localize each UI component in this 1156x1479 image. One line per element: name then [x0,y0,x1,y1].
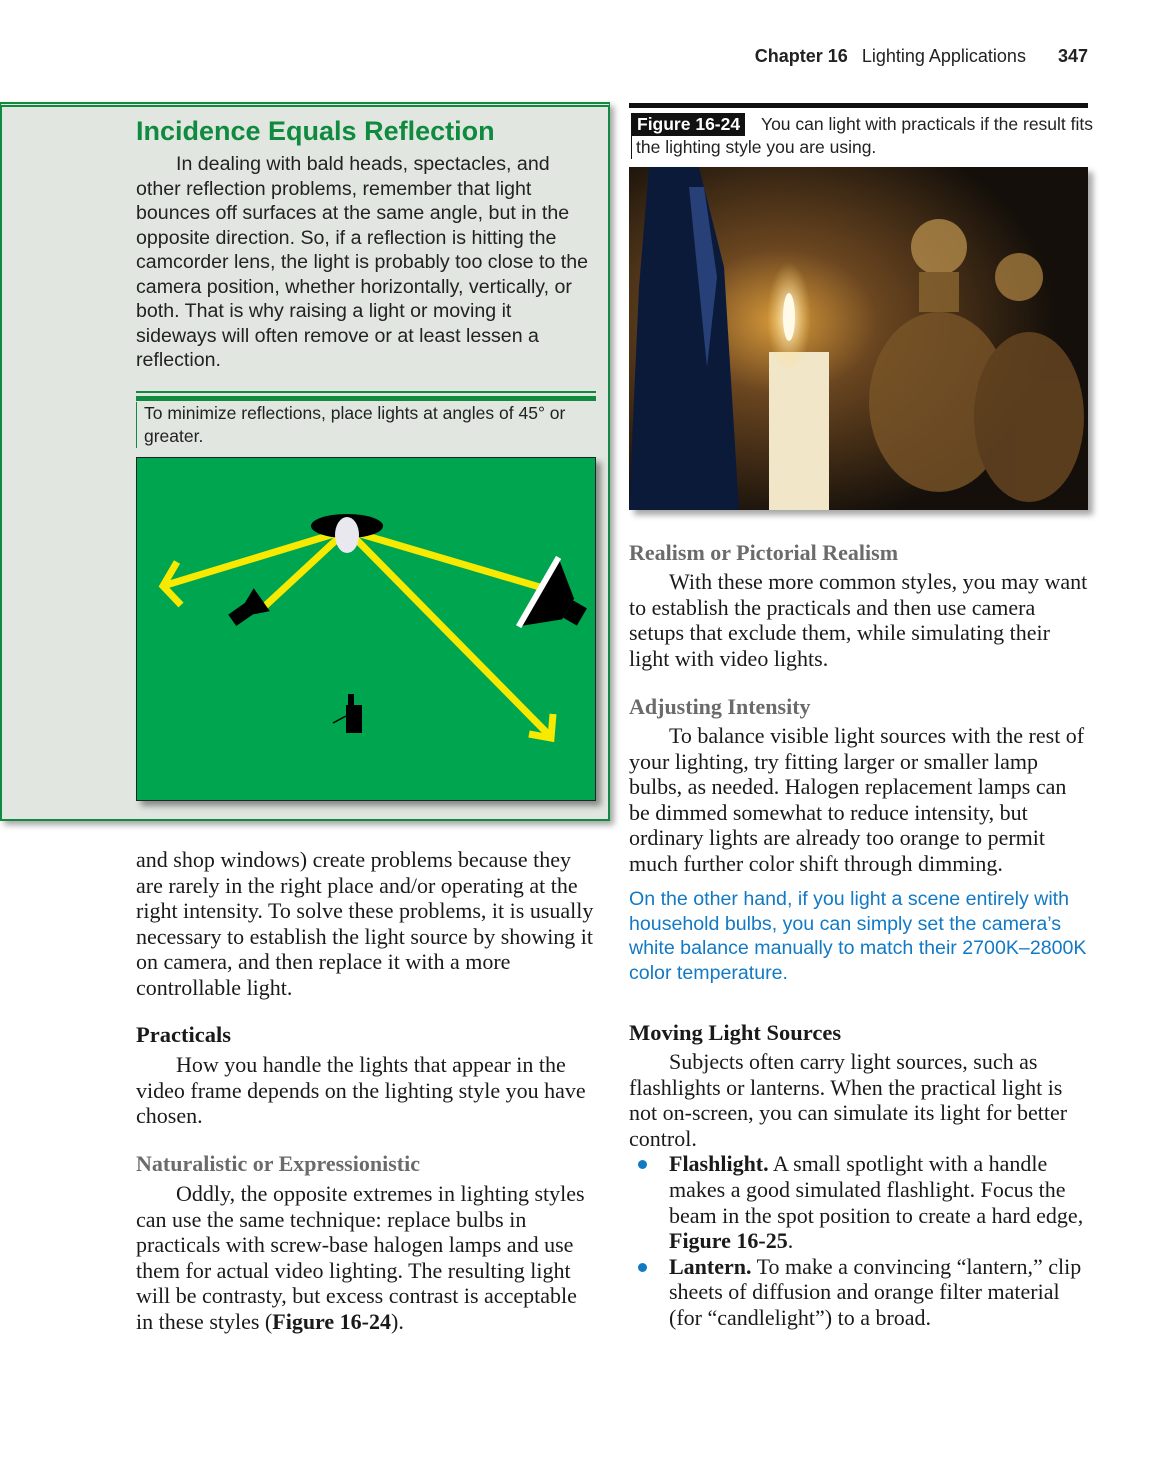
caption-text: You can light with practicals if the result fits the lighting style you are using. [636,114,1094,157]
bullet-icon [638,1160,647,1169]
figure-label: Figure 16-24 [632,113,745,136]
figure-reference: Figure 16-25 [669,1228,788,1254]
bullet-icon [638,1263,647,1272]
caption-rule [136,391,596,393]
heading-realism: Realism or Pictorial Realism [629,540,899,565]
paragraph [136,1181,598,1335]
heading-naturalistic: Naturalistic or Expressionistic [136,1151,420,1176]
text: A small spotlight with a handle makes a good simulated flashlight. Focus the beam in the spot position to create a hard edge, [669,1151,1084,1228]
paragraph: Subjects often carry light sources, such as flashlights or lanterns. When the practical light is not on-screen, you can simulate its light for better control. [629,1049,1068,1151]
sidebar-title: Incidence Equals Reflection [136,116,495,146]
heading-intensity: Adjusting Intensity [629,694,811,719]
list-item [629,1151,1089,1253]
paragraph: With these more common styles, you may want to establish the practicals and then use camera setups that exclude them, while simulating their light with video lights. [629,569,1088,671]
spotlight-icon [224,588,270,632]
softbox-icon [516,556,595,652]
term: Flashlight. [669,1151,769,1177]
sidebar-body [136,152,596,373]
intensity-body [629,723,1089,877]
paragraph: and shop windows) create problems because they are rarely in the right place and/or operating at the right intensity. To solve these problems, it is usually necessary to establish the light source by showing it on camera, and then replace it with a more controllable light. [136,847,594,1000]
naturalistic-body [136,1181,598,1335]
heading-moving: Moving Light Sources [629,1020,842,1045]
chapter-number: Chapter 16 [754,46,848,66]
tip-text: On the other hand, if you light a scene entirely with household bulbs, you can simply set the camera’s white balance manually to match their 2700K–2800K color temperature. [629,888,1087,984]
figure-reference: Figure 16-24 [272,1308,392,1334]
camera-icon [333,694,362,733]
text: ). [391,1308,404,1334]
left-continuation [136,847,598,1001]
candle-photo [629,167,1088,510]
text: Oddly, the opposite extremes in lighting styles can use the same technique: replace bulbs in practicals with screw-base halogen lamps and use them for actual video lighting. The resulting light will be contrasty, but excess contrast is acceptable in these styles ( [136,1181,585,1334]
bullet-list [629,1151,1089,1330]
moving-body [629,1049,1089,1331]
list-item [629,1254,1089,1331]
paragraph: How you handle the lights that appear in the video frame depends on the lighting style you have chosen. [136,1052,586,1129]
figure-rule [629,103,1088,108]
text: To make a convincing “lantern,” clip sheets of diffusion and orange filter material (for “candlelight”) to a broad. [669,1253,1082,1330]
practicals-body [136,1052,598,1129]
caption-rule-thick [136,396,596,401]
page-number: 347 [1057,46,1088,66]
realism-body [629,569,1089,671]
heading-practicals: Practicals [136,1022,231,1047]
sidebar-paragraph: In dealing with bald heads, spectacles, and other reflection problems, remember that light bounces off surfaces at the same angle, but in the opposite direction. So, if a reflection is hitting the camcorder lens, the light is probably too close to the camera position, whether horizontally, vertically, or both. That is why raising a light or moving it sideways will often remove or at least lessen a reflection. [136,153,588,371]
sidebar-caption: To minimize reflections, place lights at angles of 45° or greater. [136,402,594,448]
reflection-diagram [136,457,596,801]
text: . [787,1228,794,1254]
running-header [755,46,1088,67]
paragraph: To balance visible light sources with the rest of your lighting, try fitting larger or smaller lamp bulbs, as needed. Halogen replacement lamps can be dimmed somewhat to reduce intensity, but ordinary lights are already too orange to permit much further color shift through dimming. [629,723,1085,876]
term: Lantern. [669,1253,752,1279]
chapter-title: Lighting Applications [861,46,1026,66]
subject-icon [311,514,383,553]
candle [769,352,829,510]
